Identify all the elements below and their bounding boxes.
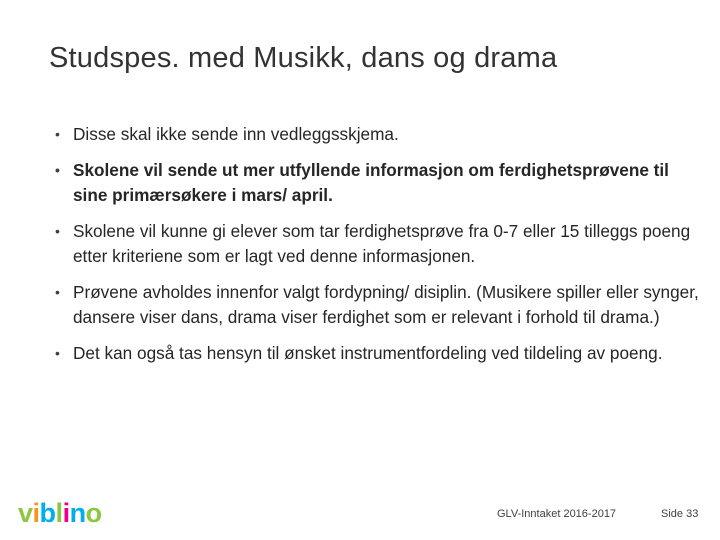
bullet-dot-icon: •	[55, 284, 60, 300]
bullet-text: Disse skal ikke sende inn vedleggsskjema.	[73, 124, 399, 144]
slide-title: Studspes. med Musikk, dans og drama	[49, 42, 558, 74]
bullet-list	[55, 122, 705, 377]
bullet-text: Skolene vil sende ut mer utfyllende informasjon om ferdighetsprøvene til sine primærsøkere i mars/ april.	[73, 160, 669, 205]
logo-letter: o	[85, 498, 102, 528]
bullet-text: Skolene vil kunne gi elever som tar ferdighetsprøve fra 0-7 eller 15 tilleggs poeng etter kriteriene som er lagt ved denne informasjonen.	[73, 221, 691, 266]
bullet-item	[55, 122, 705, 147]
logo-letter: n	[69, 498, 86, 528]
logo-letter: l	[55, 498, 63, 528]
vilbino-logo	[18, 498, 102, 529]
bullet-item	[55, 341, 705, 366]
bullet-text: Det kan også tas hensyn til ønsket instrumentfordeling ved tildeling av poeng.	[73, 343, 663, 363]
footer-center-text: GLV-Inntaket 2016-2017	[497, 508, 617, 520]
page-number: Side 33	[661, 508, 699, 520]
bullet-dot-icon: •	[55, 223, 60, 239]
logo-letter: i	[62, 498, 70, 528]
bullet-text: Prøvene avholdes innenfor valgt fordypning/ disiplin. (Musikere spiller eller synger, dansere viser dans, drama viser ferdighet som er relevant i forhold til drama.)	[73, 282, 699, 327]
bullet-dot-icon: •	[55, 126, 60, 142]
logo-letter: v	[18, 498, 33, 528]
logo-letter: i	[32, 498, 40, 528]
bullet-dot-icon: •	[55, 162, 60, 178]
bullet-dot-icon: •	[55, 345, 60, 361]
bullet-item	[55, 158, 705, 208]
logo-letter: b	[39, 498, 56, 528]
bullet-item	[55, 280, 705, 330]
bullet-item	[55, 219, 705, 269]
